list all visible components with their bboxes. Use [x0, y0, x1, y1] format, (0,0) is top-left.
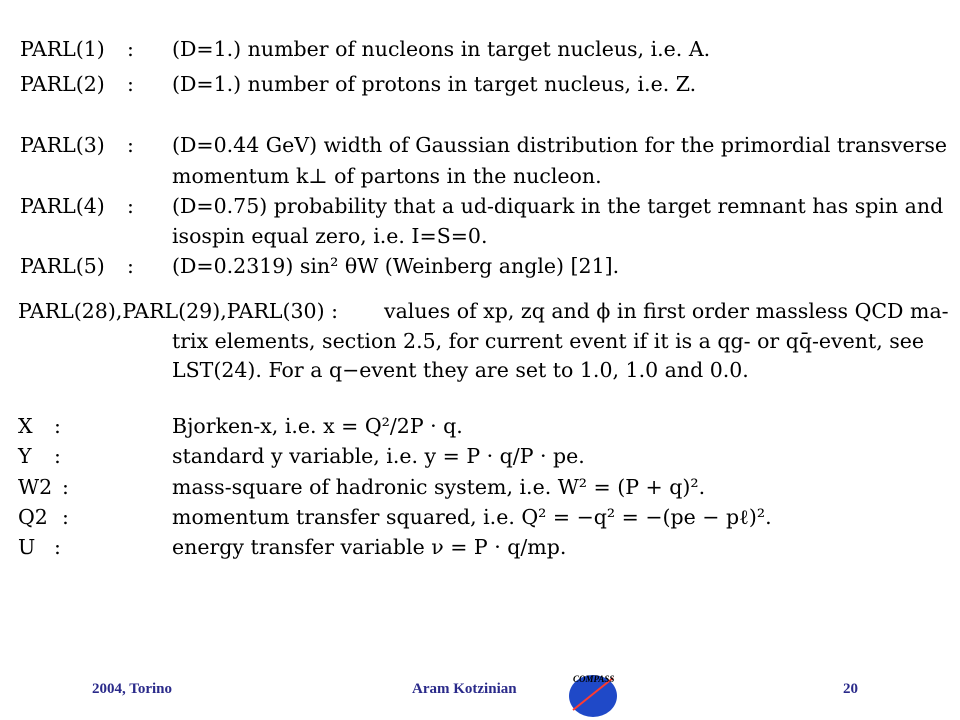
term: PARL(2): [20, 72, 105, 96]
description: (D=1.) number of nucleons in target nucleus, i.e. A.: [172, 37, 711, 61]
term: PARL(4): [20, 194, 105, 218]
term: U: [18, 535, 36, 559]
description-continuation: trix elements, section 2.5, for current event if it is a qg- or qq̄-event, see: [172, 329, 925, 353]
term: PARL(3): [20, 133, 105, 157]
description: standard y variable, i.e. y = P · q/P · pe.: [172, 444, 585, 468]
term: PARL(28),PARL(29),PARL(30) :: [18, 299, 338, 323]
logo-text: COMPASS: [573, 674, 615, 684]
colon: :: [127, 72, 134, 96]
description-continuation: isospin equal zero, i.e. I=S=0.: [172, 224, 488, 248]
description-continuation: momentum k⊥ of partons in the nucleon.: [172, 164, 602, 188]
description: mass-square of hadronic system, i.e. W² = (P + q)².: [172, 475, 706, 499]
footer-author: Aram Kotzinian: [412, 681, 517, 697]
description: (D=0.2319) sin² θW (Weinberg angle) [21].: [172, 254, 620, 278]
colon: :: [54, 444, 61, 468]
colon: :: [127, 254, 134, 278]
description: energy transfer variable ν = P · q/mp.: [172, 535, 567, 559]
description: values of xp, zq and ϕ in first order massless QCD ma-: [384, 299, 949, 323]
colon: :: [127, 37, 134, 61]
colon: :: [54, 535, 61, 559]
term: Q2: [18, 505, 48, 529]
description-continuation: LST(24). For a q−event they are set to 1.0, 1.0 and 0.0.: [172, 358, 749, 382]
description: Bjorken-x, i.e. x = Q²/2P · q.: [172, 414, 463, 438]
footer-event: 2004, Torino: [92, 681, 173, 697]
description: (D=0.75) probability that a ud-diquark in the target remnant has spin and: [172, 194, 944, 218]
colon: :: [62, 505, 69, 529]
description: (D=0.44 GeV) width of Gaussian distribution for the primordial transverse: [172, 133, 948, 157]
description: (D=1.) number of protons in target nucleus, i.e. Z.: [172, 72, 697, 96]
colon: :: [54, 414, 61, 438]
colon: :: [62, 475, 69, 499]
page-number: 20: [843, 681, 858, 697]
compass-logo: [567, 670, 619, 718]
term: PARL(1): [20, 37, 105, 61]
colon: :: [127, 133, 134, 157]
description: momentum transfer squared, i.e. Q² = −q² = −(pe − pℓ)².: [172, 505, 772, 529]
term: W2: [18, 475, 53, 499]
term: X: [18, 414, 33, 438]
colon: :: [127, 194, 134, 218]
term: Y: [18, 444, 32, 468]
term: PARL(5): [20, 254, 105, 278]
